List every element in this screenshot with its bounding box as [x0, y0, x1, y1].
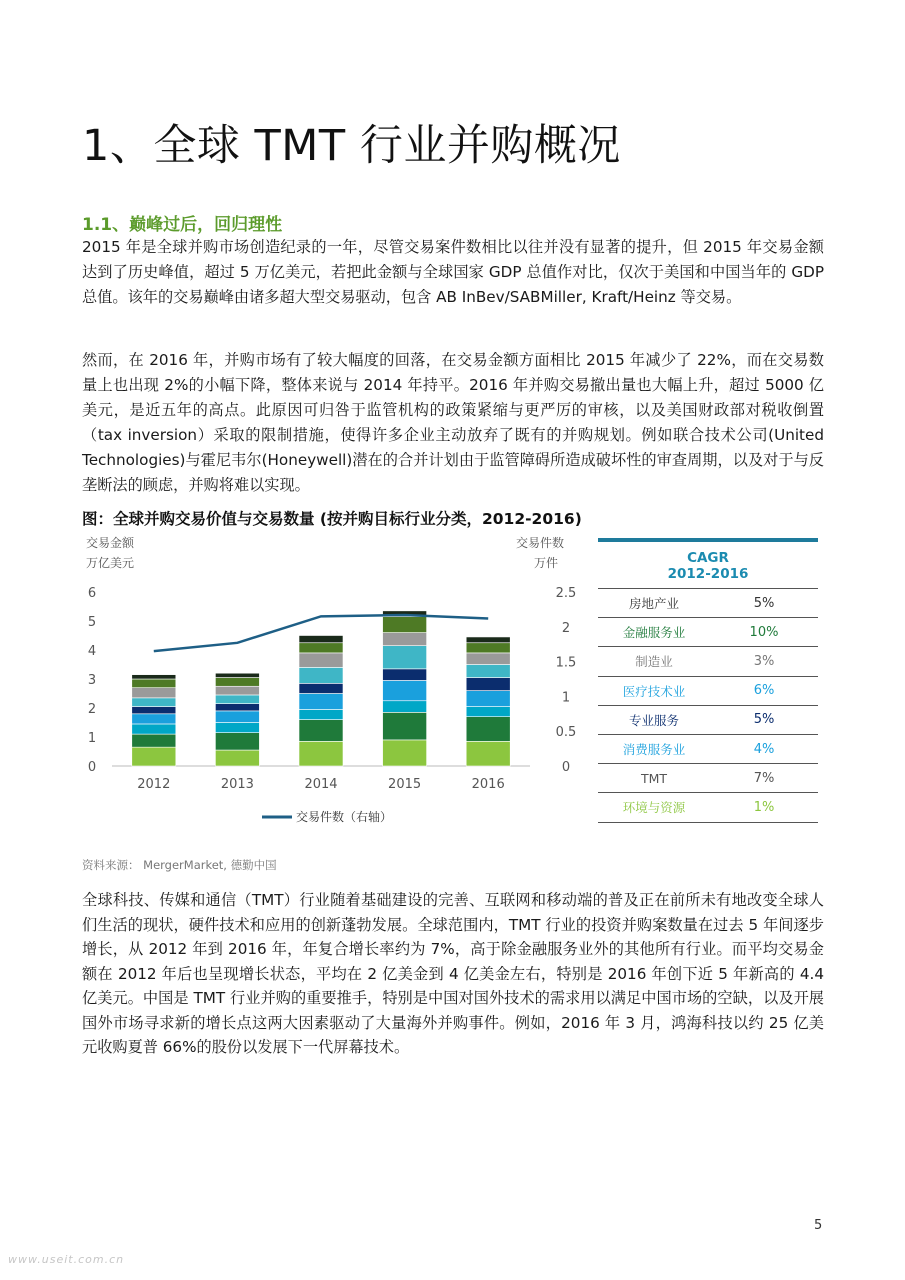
source-note: 资料来源： MergerMarket, 德勤中国	[82, 858, 277, 872]
bar-segment	[132, 679, 176, 688]
left-tick-label: 6	[87, 586, 97, 601]
cagr-row	[598, 647, 818, 676]
bar-segment	[383, 617, 427, 633]
bar-segment	[466, 643, 510, 653]
bar-segment	[299, 720, 343, 742]
bar-segment	[132, 724, 176, 734]
cagr-row	[598, 618, 818, 647]
cagr-row	[598, 706, 818, 735]
bar-segment	[215, 733, 259, 750]
bar-segment	[132, 698, 176, 707]
left-tick-label: 0	[87, 760, 97, 775]
cagr-row-label: 制造业	[635, 654, 673, 670]
paragraph-1: 2015 年是全球并购市场创造纪录的一年，尽管交易案件数相比以往并没有显著的提升，但 2015 年交易金额达到了历史峰值，超过 5 万亿美元，若把此金额与全球国家 GDP 总值作对比，仅次于美国和中国当年的 GDP 总值。该年的交易巅峰由诸多超大型交易驱动，包含 AB InBev/SABMiller, Kraft/Heinz 等交易。	[82, 238, 824, 306]
bar-segment	[215, 723, 259, 733]
x-tick-label: 2014	[304, 777, 338, 792]
bar-segment	[466, 678, 510, 691]
figure-title: 图：全球并购交易价值与交易数量 (按并购目标行业分类，2012-2016)	[82, 510, 582, 528]
bar-segment	[466, 717, 510, 742]
left-tick-label: 1	[87, 731, 97, 746]
cagr-row-value: 4%	[753, 741, 775, 757]
left-axis-label-2: 万亿美元	[86, 556, 135, 570]
cagr-rows	[598, 589, 818, 823]
cagr-header-line2: 2012-2016	[667, 566, 749, 582]
bar-segment	[466, 691, 510, 707]
bar-segment	[299, 694, 343, 710]
cagr-row-label: 医疗技术业	[622, 683, 686, 699]
bar-segment	[466, 741, 510, 766]
bar-segment	[299, 636, 343, 643]
left-tick-label: 5	[87, 615, 97, 630]
bar-segment	[383, 669, 427, 681]
bar-segment	[215, 711, 259, 723]
bar-segment	[299, 683, 343, 693]
bar-segment	[132, 734, 176, 747]
bar-segment	[383, 701, 427, 713]
bar-segment	[466, 653, 510, 665]
bar-segment	[299, 741, 343, 766]
cagr-row-label: TMT	[640, 770, 668, 786]
bar-segment	[466, 637, 510, 643]
bar-segment	[299, 667, 343, 683]
cagr-row	[598, 793, 818, 822]
bar-segment	[383, 740, 427, 766]
bar-segment	[299, 643, 343, 653]
bar-segment	[299, 653, 343, 668]
cagr-row-value: 5%	[753, 712, 775, 728]
paragraph-2: 然而，在 2016 年，并购市场有了较大幅度的回落，在交易金额方面相比 2015 年减少了 22%，而在交易数量上也出现 2%的小幅下降，整体来说与 2014 年持平。2016 年并购交易撤出量也大幅上升，超过 5000 亿美元，是近五年的高点。此原因可归咎于监管机构的政策紧缩与更严厉的审核，以及美国财政部对税收倒置（tax inversion）采取的限制措施，使得许多企业主动放弃了既有的并购规划。例如联合技术公司(United Technologies)与霍尼韦尔(Honeywell)潜在的合并计划由于监管障碍所造成破坏性的审查周期，以及对于与反垄断法的顾虑，并购将难以实现。	[82, 351, 824, 494]
cagr-row-value: 6%	[753, 683, 775, 699]
section-heading: 1.1、巅峰过后，回归理性	[82, 215, 283, 235]
right-axis-label-2: 万件	[534, 556, 559, 570]
bar-segment	[299, 709, 343, 719]
left-axis-label-1: 交易金额	[86, 536, 135, 550]
page-title: 1、全球 TMT 行业并购概况	[82, 121, 621, 171]
right-tick-label: 2	[561, 620, 571, 636]
cagr-row	[598, 764, 818, 793]
chart-area	[82, 528, 582, 838]
bar-segment	[383, 633, 427, 646]
watermark: www.useit.com.cn	[8, 1253, 125, 1266]
bar-segment	[132, 675, 176, 679]
x-tick-label: 2015	[388, 777, 422, 792]
cagr-row-value: 1%	[753, 799, 775, 815]
bar-segment	[383, 680, 427, 700]
right-tick-label: 0.5	[555, 725, 577, 741]
cagr-row	[598, 677, 818, 706]
cagr-row-label: 房地产业	[628, 596, 679, 612]
bar-segment	[215, 750, 259, 766]
bar-segment	[466, 665, 510, 678]
cagr-header	[598, 542, 818, 589]
cagr-row-label: 消费服务业	[622, 742, 686, 758]
bar-segment	[383, 712, 427, 740]
bar-segment	[215, 686, 259, 695]
cagr-row-label: 金融服务业	[622, 625, 686, 641]
bar-segment	[132, 688, 176, 698]
bar-segment	[132, 747, 176, 766]
cagr-header-line1: CAGR	[687, 550, 729, 566]
right-axis-label-1: 交易件数	[516, 536, 565, 550]
cagr-row-label: 环境与资源	[622, 800, 686, 816]
bar-segment	[383, 646, 427, 669]
x-tick-label: 2013	[220, 777, 254, 792]
cagr-row-value: 7%	[753, 770, 775, 786]
cagr-row-value: 3%	[753, 653, 775, 669]
cagr-table	[598, 538, 818, 823]
left-tick-label: 3	[87, 673, 97, 688]
bar-segment	[215, 673, 259, 677]
cagr-row	[598, 735, 818, 764]
paragraph-3: 全球科技、传媒和通信（TMT）行业随着基础建设的完善、互联网和移动端的普及正在前所未有地改变全球人们生活的现状，硬件技术和应用的创新蓬勃发展。全球范围内，TMT 行业的投资并购案数量在过去 5 年间逐步增长，从 2012 年到 2016 年，年复合增长率约为 7%，高于除金融服务业外的其他所有行业。而平均交易金额在 2012 年后也呈现增长状态，平均在 2 亿美金到 4 亿美金左右，特别是 2016 年创下近 5 年新高的 4.4 亿美元。中国是 TMT 行业并购的重要推手，特别是中国对国外技术的需求用以满足中国市场的空缺，以及开展国外市场寻求新的增长点这两大因素驱动了大量海外并购事件。例如，2016 年 3 月，鸿海科技以约 25 亿美元收购夏普 66%的股份以发展下一代屏幕技术。	[82, 891, 824, 1056]
left-tick-label: 2	[87, 702, 97, 717]
bar-segment	[132, 707, 176, 714]
right-tick-label: 1	[561, 690, 571, 706]
cagr-row-label: 专业服务	[628, 712, 679, 728]
bar-segment	[466, 707, 510, 717]
bar-segment	[132, 714, 176, 724]
cagr-row-value: 10%	[749, 624, 779, 640]
cagr-row-value: 5%	[753, 595, 775, 611]
x-tick-label: 2012	[137, 777, 171, 792]
cagr-row	[598, 589, 818, 618]
right-tick-label: 0	[561, 760, 571, 775]
x-tick-label: 2016	[471, 777, 505, 792]
bar-segment	[215, 678, 259, 687]
bar-segment	[215, 704, 259, 711]
page-number: 5	[814, 1218, 823, 1233]
stacked-bar-chart	[82, 528, 582, 838]
right-tick-label: 1.5	[555, 655, 577, 671]
bar-segment	[215, 695, 259, 704]
right-tick-label: 2.5	[555, 586, 577, 601]
left-tick-label: 4	[87, 644, 97, 659]
legend-label: 交易件数（右轴）	[296, 810, 393, 824]
